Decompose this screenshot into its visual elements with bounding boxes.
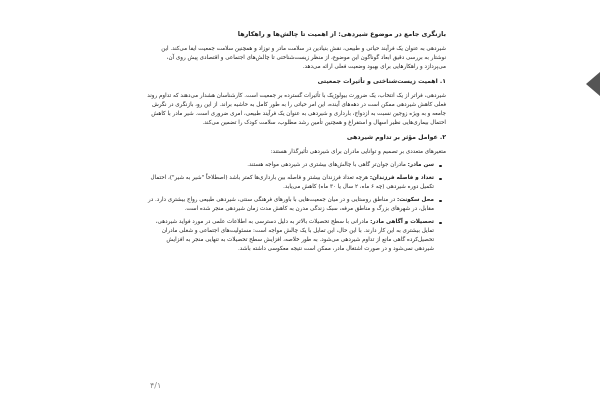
section-2-heading: ۲. عوامل مؤثر بر تداوم شیردهی [346,134,446,141]
document-title: بازنگری جامع در موضوع شیردهی: از اهمیت تا چالش‌ها و راهکارها [237,30,446,38]
list-item-lead: تعداد و فاصله فرزندان: [369,175,434,181]
list-item-lead: تحصیلات و آگاهی مادر: [370,219,434,225]
list-item [146,174,434,192]
list-item-text: هرچه تعداد فرزندان بیشتر و فاصله بین بارداری‌ها کمتر باشد (اصطلاحاً "شیر به شیر")، احتمال تکمیل دوره شیردهی (چه ۶ ماه، ۲ سال یا ۳۰ ماه) کاهش می‌یابد. [150,175,434,190]
section-1-paragraph: شیردهی، فراتر از یک انتخاب، یک ضرورت بیولوژیک با تأثیرات گسترده بر جمعیت است. کارشناسان هشدار می‌دهند که تداوم روند فعلی کاهش شیردهی ممکن است در دهه‌های آینده، این امر حیاتی را به طور کامل به حاشیه براند. از این رو، بازنگری در نگرش جامعه و به ویژه زوجین نسبت به ازدواج، بارداری و شیردهی به عنوان یک فرآیند طبیعی، امری ضروری است. شیر مادر با کاهش احتمال بیماری‌هایی نظیر اسهال و استفراغ و همچنین تأمین رشد مطلوب، سلامت کودک را تضمین می‌کند. [147,93,446,126]
intro-paragraph: شیردهی به عنوان یک فرآیند حیاتی و طبیعی، نقش بنیادین در سلامت مادر و نوزاد و همچنین سلامت جمعیت ایفا می‌کند. این نوشتار به بررسی دقیق ابعاد گوناگون این موضوع، از منظر زیست‌شناختی تا چالش‌های اجتماعی و اقتصادی پیش روی آن، می‌پردازد و راهکارهایی برای بهبود وضعیت فعلی ارائه می‌دهد. [161,46,446,70]
factors-list [146,161,446,254]
list-item [146,218,434,254]
section-2-intro: متغیرهای متعددی بر تصمیم و توانایی مادران برای شیردهی تأثیرگذار هستند: [270,149,446,155]
list-item-text: مادران جوان‌تر گاهی با چالش‌های بیشتری در شیردهی مواجه هستند. [247,162,408,168]
list-item [146,196,434,214]
list-item-text: مادرانی با سطح تحصیلات بالاتر به دلیل دسترسی به اطلاعات علمی در مورد فواید شیردهی، تمایل بیشتری به این کار دارند. با این حال، این تمایل با یک چالش مواجه است: مسئولیت‌های اجتماعی و شغلی مادران تحصیل‌کرده گاهی مانع از تداوم شیردهی می‌شود. به طور خلاصه، افزایش سطح تحصیلات به تنهایی منجر به افزایش شیردهی نمی‌شود و در صورت اشتغال مادر، ممکن است نتیجه معکوسی داشته باشد. [155,219,434,252]
document-body [146,30,446,258]
list-item-lead: سن مادر: [407,162,434,168]
page-corner-tab [586,72,600,96]
section-1-heading: ۱. اهمیت زیست‌شناختی و تأثیرات جمعیتی [317,78,446,85]
list-item-text: در مناطق روستایی و در میان جمعیت‌هایی با باورهای فرهنگی سنتی، شیردهی طبیعی رواج بیشتری دارد. در مقابل، در شهرهای بزرگ و مناطق مرفه، سبک زندگی مدرن به کاهش مدت زمان شیردهی منجر شده است. [148,197,434,212]
list-item-lead: محل سکونت: [397,197,434,203]
list-item [146,161,434,170]
page-number: ۴/۱ [150,381,162,390]
